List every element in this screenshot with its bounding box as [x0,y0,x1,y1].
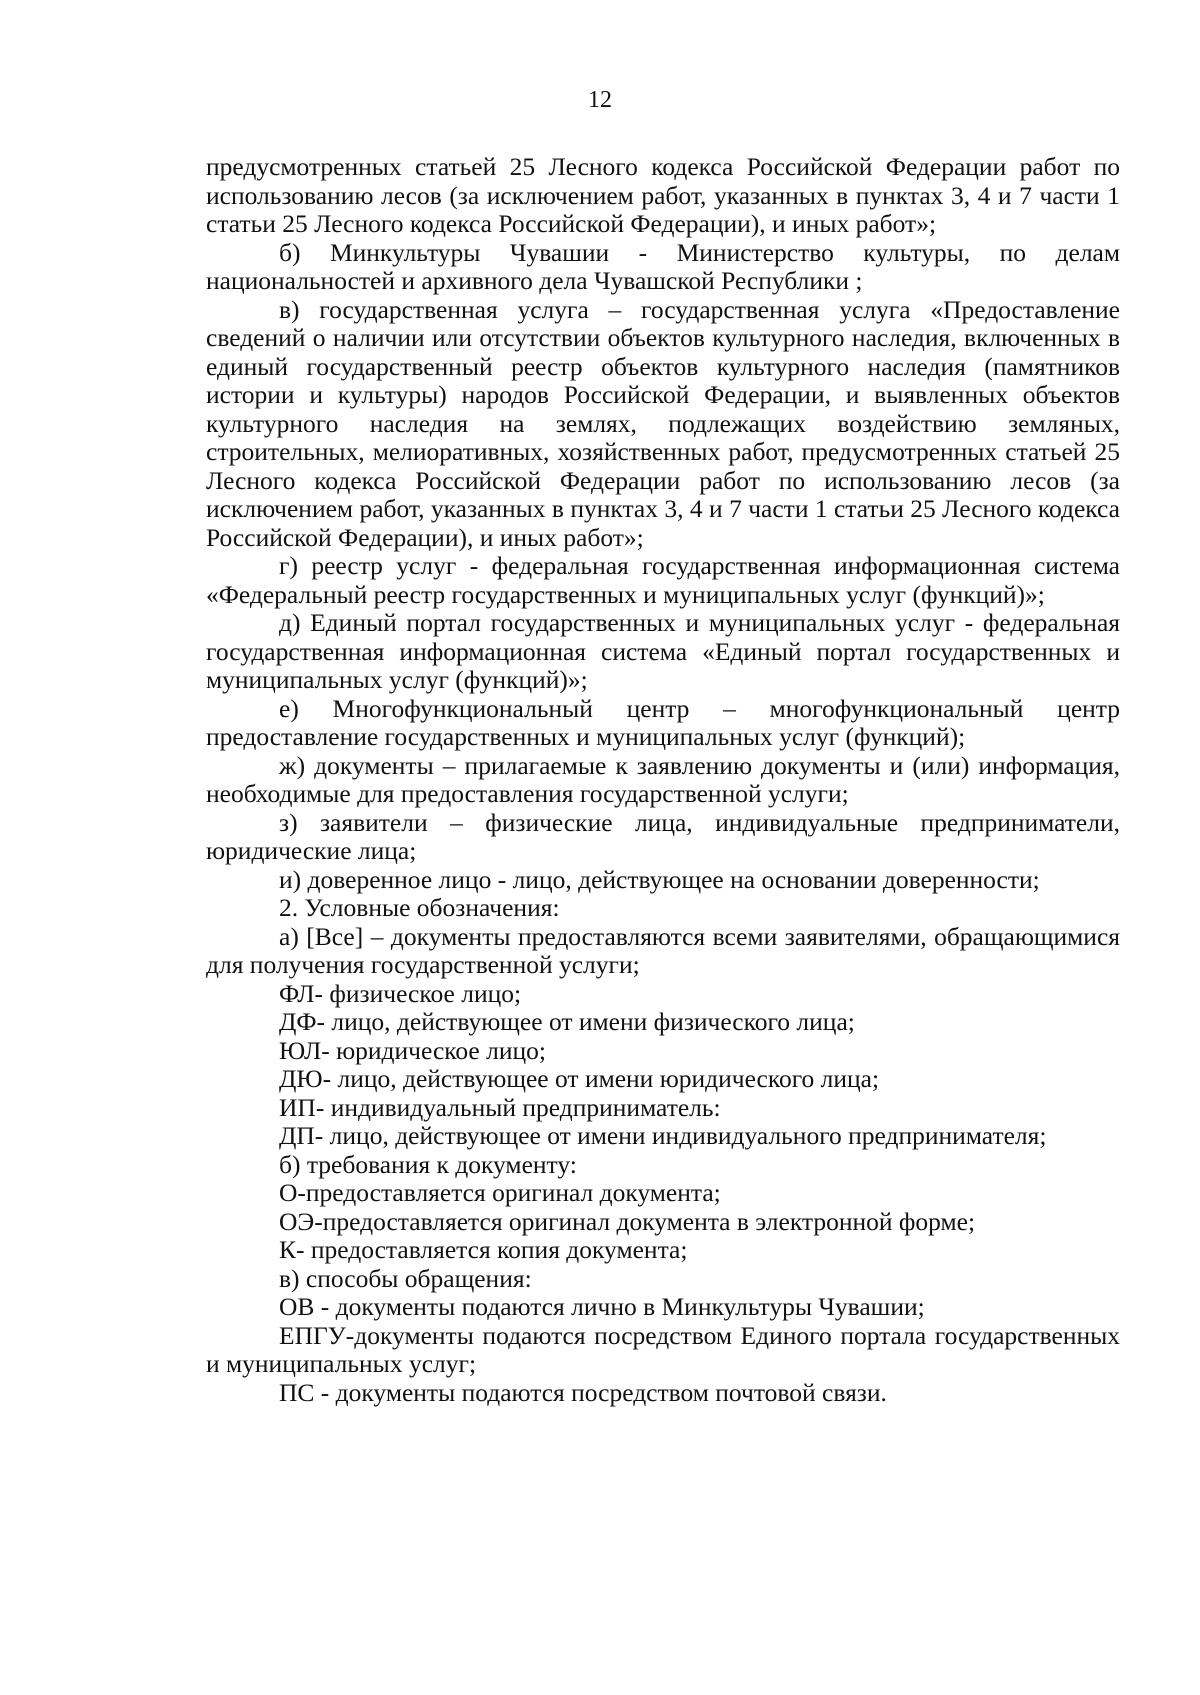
section-heading-legend: 2. Условные обозначения: [279,893,560,922]
paragraph-legend-b: б) требования к документу: [279,1149,577,1179]
legend-item-dyu: ДЮ- лицо, действующее от имени юридического лица; [279,1064,880,1093]
legend-item-dp: ДП- лицо, действующее от имени индивидуального предпринимателя; [279,1121,1047,1150]
paragraph-definition-d: д) Единый портал государственных и муниципальных услуг - федеральная государственная информационная система «Единый портал государственных и муниципальных услуг (функций)»; [206,608,1120,694]
paragraph-legend-a: а) [Все] – документы предоставляются всеми заявителями, обращающимися для получения государственной услуги; [206,921,1120,979]
legend-item-o: О-предоставляется оригинал документа; [279,1178,721,1207]
paragraph-definition-g: г) реестр услуг - федеральная государственная информационная система «Федеральный реестр государственных и муниципальных услуг (функций)»; [206,551,1120,609]
legend-item-ip: ИП- индивидуальный предприниматель: [279,1092,721,1122]
legend-item-ps: ПС - документы подаются посредством почтовой связи. [279,1377,887,1407]
paragraph-definition-z: з) заявители – физические лица, индивидуальные предприниматели, юридические лица; [206,807,1120,865]
legend-item-epgu: ЕПГУ-документы подаются посредством Единого портала государственных и муниципальных услуг; [206,1320,1120,1378]
page-number: 12 [588,87,612,113]
paragraph-continuation: предусмотренных статьей 25 Лесного кодекса Российской Федерации работ по использованию лесов (за исключением работ, указанных в пунктах 3, 4 и 7 части 1 статьи 25 Лесного кодекса Российской Федерации), и иных работ»; [206,152,1120,238]
legend-item-k: К- предоставляется копия документа; [279,1235,688,1264]
paragraph-definition-zh: ж) документы – прилагаемые к заявлению документы и (или) информация, необходимые для предоставления государственной услуги; [206,750,1120,808]
paragraph-definition-v: в) государственная услуга – государственная услуга «Предоставление сведений о наличии или отсутствии объектов культурного наследия, включенных в единый государственный реестр объектов культурного наследия (памятников истории и культуры) народов Российской Федерации, и выявленных объектов культурного наследия на землях, подлежащих воздействию земляных, строительных, мелиоративных, хозяйственных работ, предусмотренных статьей 25 Лесного кодекса Российской Федерации работ по использованию лесов (за исключением работ, указанных в пунктах 3, 4 и 7 части 1 статьи 25 Лесного кодекса Российской Федерации), и иных работ»; [206,294,1120,552]
legend-item-yul: ЮЛ- юридическое лицо; [279,1035,546,1065]
legend-item-oe: ОЭ-предоставляется оригинал документа в электронной форме; [279,1206,976,1236]
paragraph-legend-v: в) способы обращения: [279,1263,532,1293]
document-body [206,153,1120,1407]
legend-item-fl: ФЛ- физическое лицо; [279,978,522,1008]
legend-item-df: ДФ- лицо, действующее от имени физического лица; [279,1007,855,1036]
paragraph-definition-i: и) доверенное лицо - лицо, действующее на основании доверенности; [279,864,1040,894]
legend-item-ov: ОВ - документы подаются лично в Минкультуры Чувашии; [279,1292,925,1321]
paragraph-definition-e: е) Многофункциональный центр – многофункциональный центр предоставление государственных и муниципальных услуг (функций); [206,693,1120,751]
paragraph-definition-b: б) Минкультуры Чувашии - Министерство культуры, по делам национальностей и архивного дела Чувашской Республики ; [206,237,1120,295]
